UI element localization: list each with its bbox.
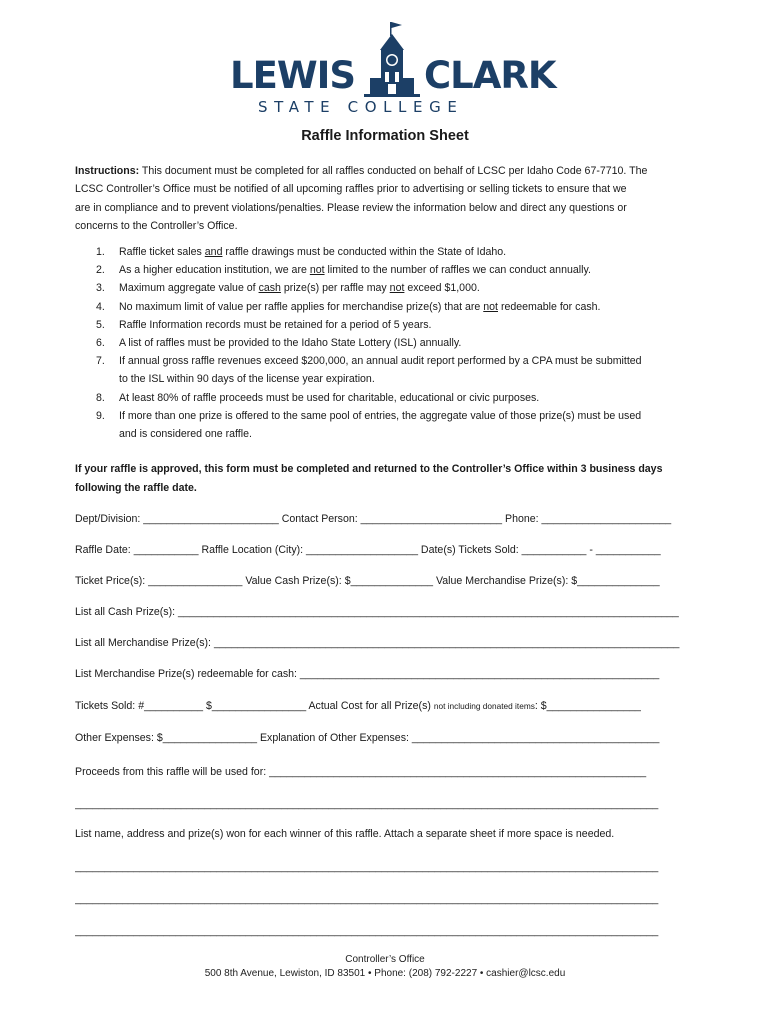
clock-tower-icon — [362, 20, 422, 100]
logo-word-lewis: LEWIS — [230, 54, 356, 97]
instructions-line-4: concerns to the Controller’s Office. — [75, 219, 238, 232]
proceeds-use-continued-field[interactable]: ___________________________________________________________________________________________________ — [75, 798, 659, 810]
footer-office: Controller’s Office — [345, 954, 425, 965]
instructions — [75, 162, 700, 235]
logo-subtitle: STATE COLLEGE — [258, 98, 464, 116]
rule-item: 6. A list of raffles must be provided to the Idaho State Lottery (ISL) annually. — [96, 337, 462, 350]
rule-item-continued: to the ISL within 90 days of the license year expiration. — [119, 373, 375, 386]
footer-contact: 500 8th Avenue, Lewiston, ID 83501 • Phone: (208) 792-2227 • cashier@lcsc.edu — [204, 968, 566, 979]
rule-item: 5. Raffle Information records must be retained for a period of 5 years. — [96, 318, 432, 331]
rule-item: 4. No maximum limit of value per raffle applies for merchandise prize(s) that are not redeemable for cash. — [96, 300, 601, 313]
rule-item-continued: and is considered one raffle. — [119, 428, 252, 441]
winner-line-field[interactable]: ___________________________________________________________________________________________________ — [75, 925, 659, 937]
winner-line-field[interactable]: ___________________________________________________________________________________________________ — [75, 893, 659, 905]
approval-note — [75, 460, 700, 497]
redeemable-prizes-field[interactable]: List Merchandise Prize(s) redeemable for cash: _____________________________________________________________ — [75, 668, 660, 680]
winner-line-field[interactable]: ___________________________________________________________________________________________________ — [75, 861, 659, 873]
instructions-line-2: LCSC Controller’s Office must be notified of all upcoming raffles prior to advertising or selling tickets to ensure that we — [75, 183, 627, 196]
logo-word-clark: CLARK — [424, 54, 556, 97]
rule-item: 7. If annual gross raffle revenues exceed $200,000, an annual audit report performed by a CPA must be submitted — [96, 355, 642, 368]
instructions-line-3: are in compliance and to prevent violations/penalties. Please review the information below and direct any questions or — [75, 201, 627, 214]
ticket-price-prize-value-fields[interactable]: Ticket Price(s): ________________ Value Cash Prize(s): $______________ Value Merchandise Prize(s): $______________ — [75, 575, 660, 587]
footer — [0, 953, 770, 981]
proceeds-use-field[interactable]: Proceeds from this raffle will be used for: ________________________________________________________________ — [75, 766, 647, 778]
approval-note-line-2: following the raffle date. — [75, 481, 197, 494]
donated-items-note: not including donated items — [433, 701, 535, 711]
college-logo — [228, 20, 556, 116]
rule-item: 1. Raffle ticket sales and raffle drawings must be conducted within the State of Idaho. — [96, 246, 507, 258]
merchandise-prizes-field[interactable]: List all Merchandise Prize(s): _______________________________________________________________________________ — [75, 637, 680, 649]
dept-contact-phone-fields[interactable]: Dept/Division: _______________________ Contact Person: ________________________ Phone: ______________________ — [75, 513, 672, 525]
rule-item: 8. At least 80% of raffle proceeds must be used for charitable, educational or civic purposes. — [96, 391, 540, 404]
instructions-line-1: Instructions: This document must be completed for all raffles conducted on behalf of LCSC per Idaho Code 67-7710. The — [75, 165, 648, 177]
winners-instruction: List name, address and prize(s) won for each winner of this raffle. Attach a separate sheet if more space is needed. — [75, 828, 615, 840]
rule-item: 2. As a higher education institution, we are not limited to the number of raffles we can conduct annually. — [96, 264, 591, 277]
instructions-label: Instructions: — [75, 165, 140, 177]
rule-item: 9. If more than one prize is offered to the same pool of entries, the aggregate value of those prize(s) must be used — [96, 409, 642, 422]
cash-prizes-field[interactable]: List all Cash Prize(s): _____________________________________________________________________________________ — [75, 606, 679, 618]
other-expenses-fields[interactable]: Other Expenses: $________________ Explanation of Other Expenses: __________________________________________ — [75, 732, 660, 744]
rules-list — [75, 243, 700, 443]
page-title: Raffle Information Sheet — [301, 128, 469, 144]
approval-note-line-1: If your raffle is approved, this form must be completed and returned to the Controller’s Office within 3 business days — [75, 463, 663, 475]
rule-item: 3. Maximum aggregate value of cash prize(s) per raffle may not exceed $1,000. — [96, 282, 480, 295]
raffle-date-location-fields[interactable]: Raffle Date: ___________ Raffle Location (City): ___________________ Date(s) Tickets Sold: ___________ - ___________ — [75, 544, 661, 556]
tickets-sold-cost-fields[interactable]: Tickets Sold: #__________ $________________ Actual Cost for all Prize(s) not including donated items: $________________ — [75, 700, 641, 712]
